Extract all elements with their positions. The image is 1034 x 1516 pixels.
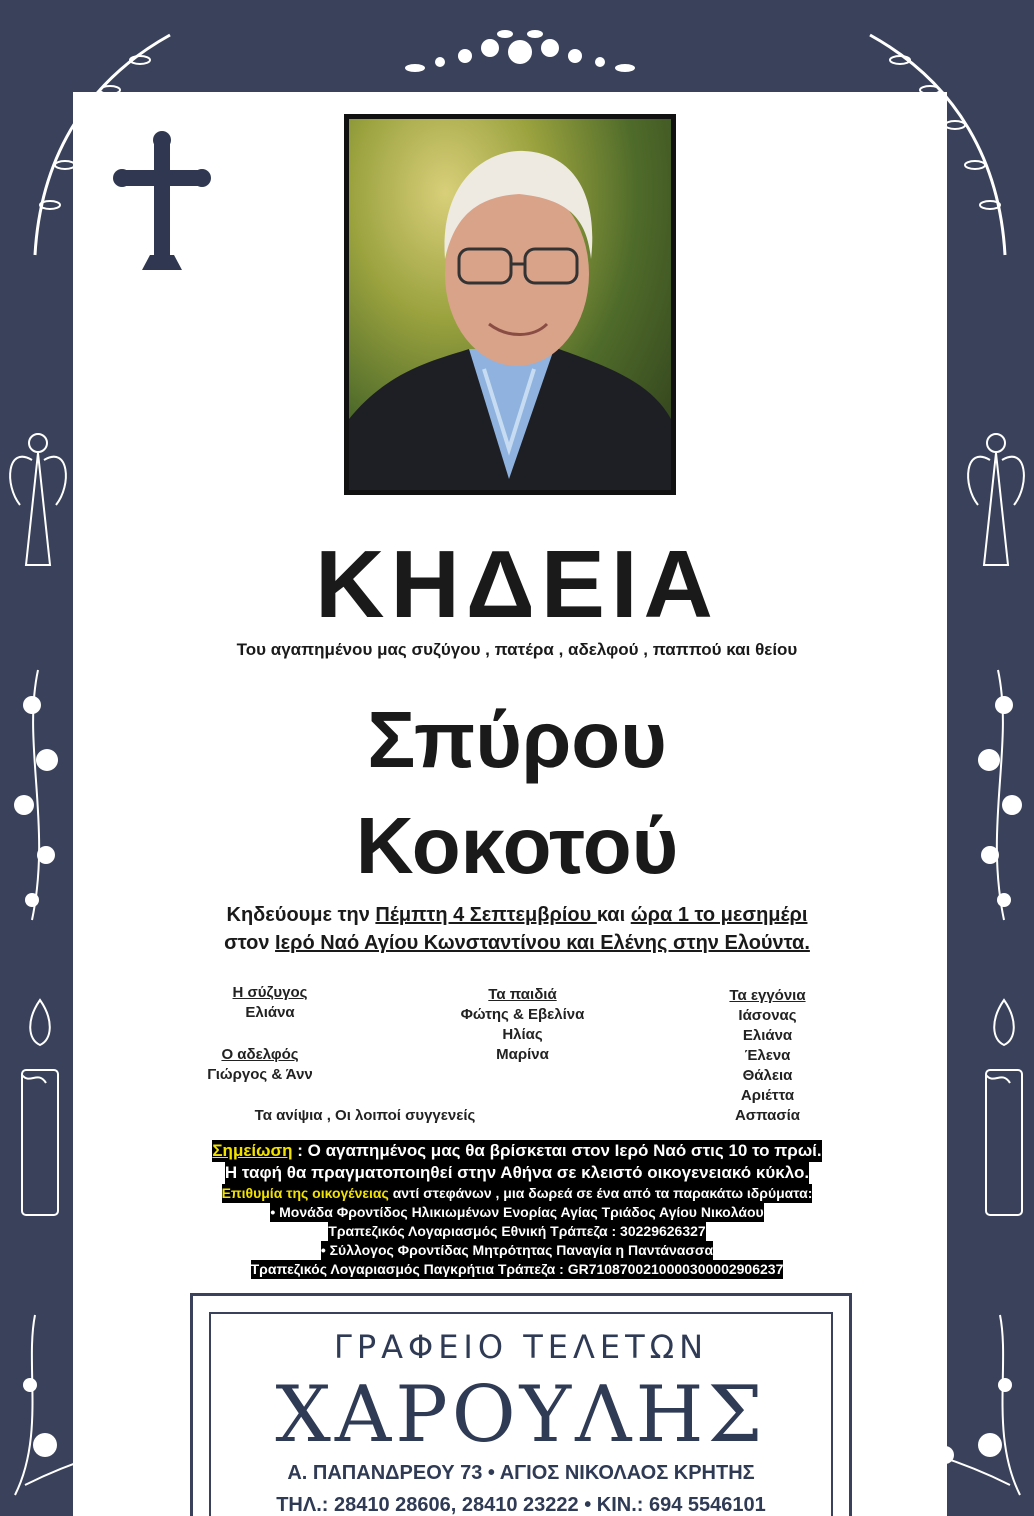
notice-title: ΚΗΔΕΙΑ: [315, 531, 719, 638]
note-label: Σημείωση: [212, 1141, 293, 1160]
funeral-date: Πέμπτη 4 Σεπτεμβρίου: [375, 904, 597, 926]
office-name: ΧΑΡΟΥΛΗΣ: [275, 1370, 767, 1460]
other-relatives: Τα ανίψια , Οι λοιποί συγγενείς: [254, 1107, 476, 1124]
office-phones: ΤΗΛ.: 28410 28606, 28410 23222 • ΚΙΝ.: 694 5546101: [276, 1494, 766, 1516]
top-floral-garland-icon: [395, 12, 645, 90]
funeral-place-line: [0, 932, 1034, 955]
office-address: Α. ΠΑΠΑΝΔΡΕΟΥ 73 • ΑΓΙΟΣ ΝΙΚΟΛΑΟΣ ΚΡΗΤΗΣ: [287, 1462, 755, 1484]
children-block: [420, 985, 625, 1065]
charity-2-account: Τραπεζικός Λογαριασμός Παγκρήτια Τράπεζα : GR7108700210000300002906237: [250, 1261, 784, 1277]
notice-subtitle: Του αγαπημένου μας συζύγου , πατέρα , αδελφού , παππού και θείου: [236, 640, 798, 659]
charity-2: • Σύλλογος Φροντίδας Μητρότητας Παναγία η Παντάνασσα: [320, 1242, 714, 1258]
spouse-block: [200, 983, 340, 1023]
spouse-name: Ελιάνα: [245, 1004, 295, 1021]
brother-heading: Ο αδελφός: [221, 1046, 299, 1063]
spouse-heading: Η σύζυγος: [232, 984, 308, 1001]
note-line: [212, 1140, 821, 1162]
wish-text: αντί στεφάνων , μια δωρεά σε ένα από τα παρακάτω ιδρύματα:: [388, 1185, 813, 1201]
child-name: Μαρίνα: [496, 1046, 549, 1063]
portrait-illustration: [349, 119, 671, 490]
children-heading: Τα παιδιά: [488, 986, 557, 1003]
wish-label: Επιθυμία της οικογένειας: [221, 1185, 389, 1201]
grandchild-name: Ιάσονας: [738, 1007, 797, 1024]
brother-block: [180, 1045, 340, 1085]
office-title: ΓΡΑΦΕΙΟ ΤΕΛΕΤΩΝ: [333, 1328, 709, 1366]
funeral-date-line: [0, 904, 1034, 927]
funeral-time: ώρα 1 το μεσημέρι: [630, 904, 808, 926]
wish-line: [222, 1184, 813, 1203]
grandchild-name: Θάλεια: [742, 1067, 793, 1084]
portrait-photo: [349, 119, 671, 490]
charity-1-account: Τραπεζικός Λογαριασμός Εθνική Τράπεζα : 30229626327: [328, 1223, 706, 1239]
funeral-text: στον: [224, 932, 276, 954]
bottom-right-floral-icon: [850, 1305, 1030, 1505]
funeral-church: Ιερό Ναό Αγίου Κωνσταντίνου και Ελένης στην Ελούντα.: [275, 932, 810, 954]
charity-1: • Μονάδα Φροντίδος Ηλικιωμένων Ενορίας Αγίας Τριάδος Αγίου Νικολάου: [270, 1204, 764, 1220]
funeral-office-inner: [209, 1312, 833, 1516]
right-top-branch-icon: [860, 15, 1020, 265]
bottom-left-floral-icon: [5, 1305, 185, 1505]
orthodox-cross-icon: [112, 130, 212, 276]
brother-name: Γιώργος & Άνν: [207, 1066, 313, 1083]
grandchild-name: Ασπασία: [734, 1107, 801, 1124]
funeral-office-box: [190, 1293, 852, 1516]
deceased-surname: Κοκοτού: [355, 801, 679, 890]
child-name: Φώτης & Εβελίνα: [460, 1006, 585, 1023]
deceased-first-name: Σπύρου: [367, 695, 667, 784]
grandchildren-block: [700, 986, 835, 1126]
funeral-text: και: [596, 904, 631, 926]
notes-block: [0, 1140, 1034, 1279]
burial-line: Η ταφή θα πραγματοποιηθεί στην Αθήνα σε κλειστό οικογενειακό κύκλο.: [224, 1163, 810, 1182]
grandchild-name: Έλενα: [744, 1047, 791, 1064]
child-name: Ηλίας: [502, 1026, 543, 1043]
grandchild-name: Αριέττα: [740, 1087, 795, 1104]
grandchildren-heading: Τα εγγόνια: [729, 987, 806, 1004]
grandchild-name: Ελιάνα: [742, 1027, 793, 1044]
note-text: : Ο αγαπημένος μας θα βρίσκεται στον Ιερό Ναό στις 10 το πρωί.: [292, 1141, 822, 1160]
portrait-frame: [344, 114, 676, 495]
funeral-text: Κηδεύουμε την: [226, 904, 376, 926]
